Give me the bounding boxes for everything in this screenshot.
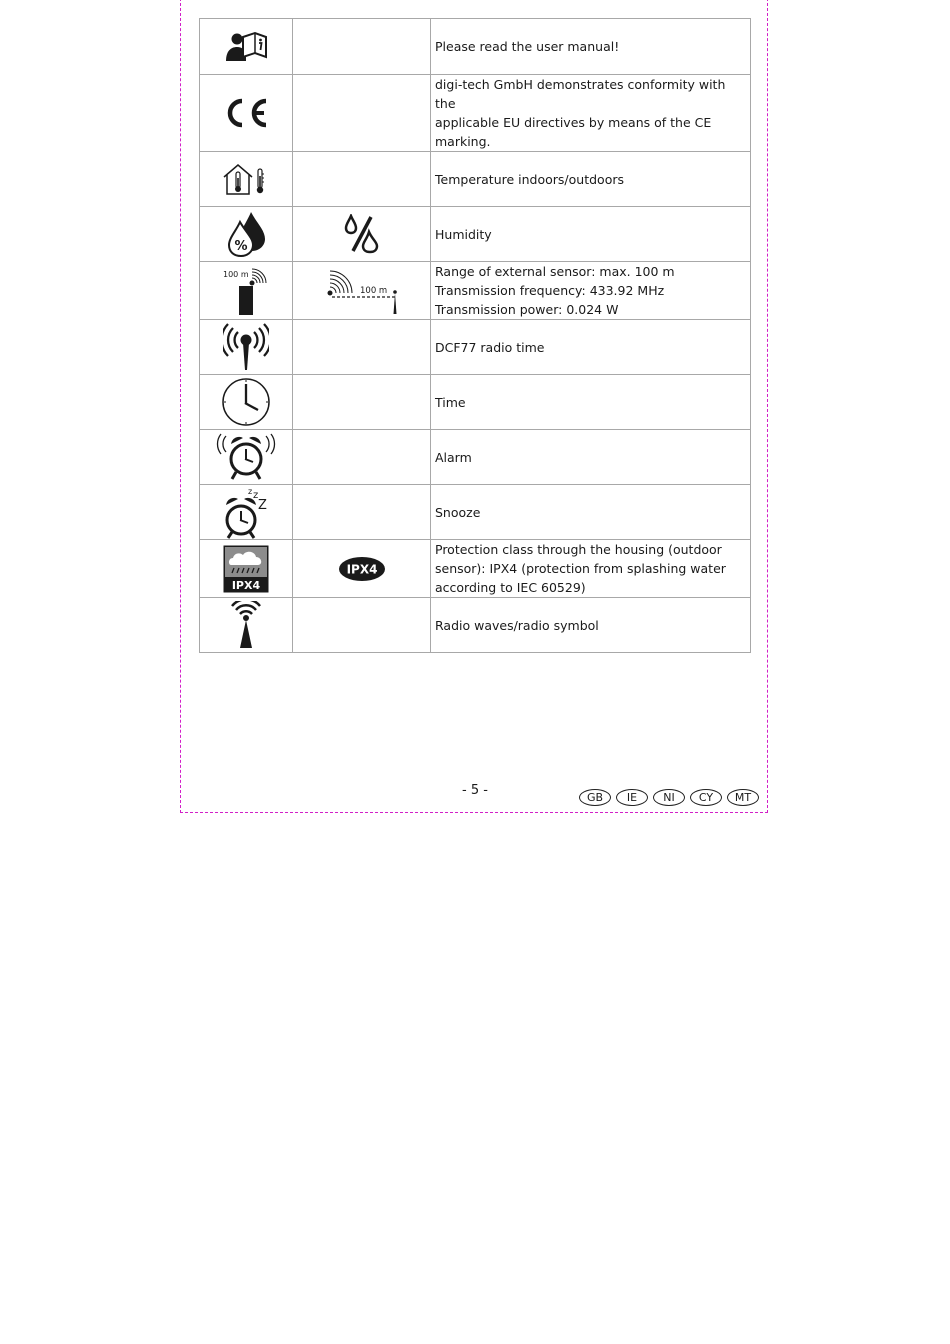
symbol-cell (200, 598, 293, 653)
table-row (200, 262, 751, 320)
symbol-cell (200, 207, 293, 262)
symbol-cell (200, 75, 293, 152)
description-line: Snooze (435, 504, 481, 520)
description-line: Protection class through the housing (outdoor (435, 542, 722, 557)
table-row (200, 320, 751, 375)
alt-symbol-cell (293, 152, 431, 207)
alt-symbol-cell (293, 207, 431, 262)
country-code-badge: GB (579, 789, 611, 806)
description-line: Please read the user manual! (435, 39, 620, 54)
table-row (200, 430, 751, 485)
ipx4-label: IPX4 (231, 578, 261, 592)
country-code-badge: MT (727, 789, 759, 806)
symbol-cell (200, 262, 293, 320)
ce-mark-icon (222, 97, 270, 129)
description-cell (431, 262, 751, 320)
symbol-cell (200, 320, 293, 375)
description-line: Humidity (435, 226, 492, 242)
description-cell (431, 485, 751, 540)
ipx4-badge-icon (338, 556, 386, 582)
symbol-cell (200, 430, 293, 485)
description-line: Transmission frequency: 433.92 MHz (435, 283, 665, 298)
sensor-range-icon (222, 266, 270, 316)
symbol-cell (200, 152, 293, 207)
ipx4-rain-icon (223, 545, 269, 593)
country-codes (579, 789, 759, 806)
user-manual-icon (224, 31, 268, 63)
country-code-badge: CY (690, 789, 722, 806)
table-row (200, 207, 751, 262)
description-cell (431, 540, 751, 598)
description-line: Alarm (435, 449, 472, 465)
alt-symbol-cell (293, 598, 431, 653)
svg-text:z: z (248, 487, 253, 496)
transmission-range-icon (325, 266, 399, 316)
table-row (200, 598, 751, 653)
table-row (200, 75, 751, 152)
table-row (200, 19, 751, 75)
range-label: 100 m (359, 285, 387, 296)
alt-symbol-cell (293, 485, 431, 540)
description-cell (431, 75, 751, 152)
snooze-clock-icon (220, 485, 272, 539)
description-line: Radio waves/radio symbol (435, 617, 599, 633)
description-cell (431, 19, 751, 75)
symbol-cell (200, 540, 293, 598)
table-row (200, 152, 751, 207)
symbol-cell (200, 375, 293, 430)
dcf77-antenna-icon (223, 323, 269, 371)
description-cell (431, 430, 751, 485)
svg-text:Z: Z (258, 498, 267, 513)
description-line: Time (435, 394, 466, 410)
symbol-cell (200, 485, 293, 540)
alt-symbol-cell (293, 430, 431, 485)
description-line: according to IEC 60529) (435, 580, 586, 595)
table-row (200, 540, 751, 598)
country-code-badge: NI (653, 789, 685, 806)
description-cell (431, 375, 751, 430)
table-row (200, 375, 751, 430)
description-line: Range of external sensor: max. 100 m (435, 264, 675, 279)
humidity-drop-icon (223, 210, 269, 258)
country-code-badge: IE (616, 789, 648, 806)
description-cell (431, 598, 751, 653)
alt-symbol-cell (293, 75, 431, 152)
table-row (200, 485, 751, 540)
description-line: marking. (435, 134, 491, 149)
range-label: 100 m (223, 269, 249, 279)
page-number: - 5 - (462, 783, 488, 798)
ipx4-label: IPX4 (346, 562, 377, 576)
alt-symbol-cell (293, 540, 431, 598)
svg-text:%: % (234, 239, 248, 254)
description-line: digi-tech GmbH demonstrates conformity with the (435, 77, 726, 111)
description-line: applicable EU directives by means of the CE (435, 115, 712, 130)
humidity-percent-icon (343, 214, 381, 254)
description-cell (431, 207, 751, 262)
alt-symbol-cell (293, 262, 431, 320)
description-line: Temperature indoors/outdoors (435, 171, 624, 187)
alarm-clock-icon (216, 432, 276, 482)
clock-icon (221, 377, 271, 427)
alt-symbol-cell (293, 320, 431, 375)
symbol-cell (200, 19, 293, 75)
description-line: Transmission power: 0.024 W (435, 302, 619, 317)
alt-symbol-cell (293, 375, 431, 430)
symbol-table (199, 18, 751, 653)
radio-waves-icon (229, 601, 263, 649)
alt-symbol-cell (293, 19, 431, 75)
svg-text:z: z (253, 490, 259, 501)
description-cell (431, 320, 751, 375)
description-cell (431, 152, 751, 207)
description-line: DCF77 radio time (435, 339, 545, 355)
temperature-indoor-outdoor-icon (222, 162, 270, 196)
description-line: sensor): IPX4 (protection from splashing water (435, 561, 726, 576)
